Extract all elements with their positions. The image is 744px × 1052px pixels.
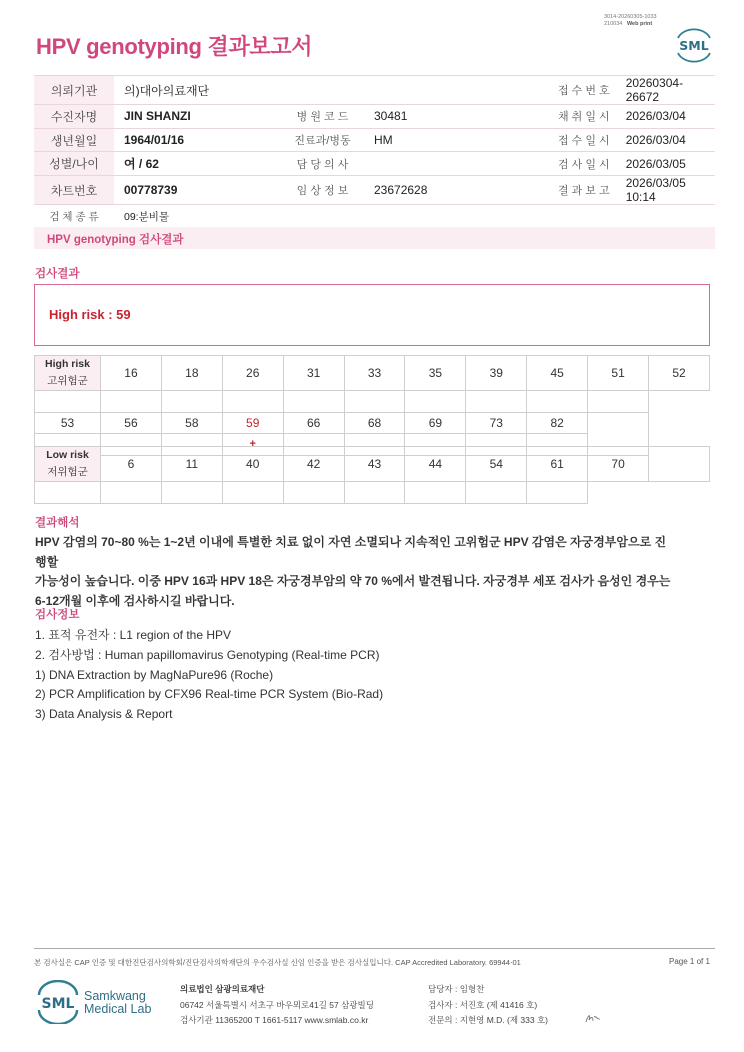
test-info-heading: 검사정보 [35,609,80,621]
report-datetime: 2026/03/05 10:14 [616,176,715,205]
genotype-cell: 61 [527,447,588,482]
info-label: 의뢰기관 [34,76,114,105]
patient-info-table [34,75,715,229]
genotype-cell: 66 [283,412,344,434]
footer-logo-text: SML [41,996,75,1012]
genotype-cell: 73 [466,412,527,434]
footer-divider [34,948,715,949]
info-label: 결 과 보 고 [564,176,616,205]
result-cell [344,391,405,413]
result-cell [466,391,527,413]
receipt-number: 20260304-26672 [616,76,715,105]
certification-note: 본 검사실은 CAP 인증 및 대한진단검사의학회/진단검사의학재단의 우수검사실 신임 인증을 받은 검사실입니다. CAP Accredited Laboratory. 69944-01 [34,958,521,967]
sml-footer-logo-icon [36,980,80,1024]
result-cell [161,482,222,504]
result-cell [35,391,101,413]
genotype-cell: 33 [344,356,405,391]
footer-brand: Samkwang Medical Lab [84,989,152,1016]
genotype-cell: 58 [161,412,222,434]
info-label: 담 당 의 사 [281,152,364,176]
genotype-cell: 31 [283,356,344,391]
info-row [34,128,715,152]
info-label: 성별/나이 [34,152,114,176]
low-risk-grid [34,446,710,504]
result-cell [222,391,283,413]
info-row [34,152,715,176]
genotype-cell: 68 [344,412,405,434]
genotype-cell: 39 [466,356,527,391]
genotype-cell: 26 [222,356,283,391]
genotype-cell: 18 [161,356,222,391]
positive-mark: + [222,434,283,456]
specimen-type: 09:분비물 [114,205,715,229]
empty-cell [649,447,710,482]
info-label: 접 수 일 시 [564,128,616,152]
info-row [34,176,715,205]
result-cell [588,391,649,413]
info-label: 채 취 일 시 [564,105,616,129]
info-label: 임 상 정 보 [281,176,364,205]
collection-date: 2026/03/04 [616,105,715,129]
info-label: 병 원 코 드 [281,105,364,129]
result-cell [527,391,588,413]
result-text: High risk : 59 [49,307,131,322]
signature-icon [583,1011,603,1025]
patient-name: JIN SHANZI [114,105,281,129]
genotype-cell: 70 [588,447,649,482]
report-title: HPV genotyping 결과보고서 [36,34,313,59]
genotype-cell: 44 [405,447,466,482]
clinical-info: 23672628 [364,176,494,205]
chart-number: 00778739 [114,176,281,205]
info-row [34,205,715,229]
test-info-line: 2. 검사방법 : Human papillomavirus Genotyping (Real-time PCR) [35,647,380,662]
hospital-code: 30481 [364,105,494,129]
logo-text: SML [679,38,709,53]
test-info-line: 1) DNA Extraction by MagNaPure96 (Roche) [35,667,274,682]
info-label: 수진자명 [34,105,114,129]
info-label: 접 수 번 호 [564,76,616,105]
attending-doctor [364,152,494,176]
genotype-cell: 45 [527,356,588,391]
result-cell [283,482,344,504]
sex-age: 여 / 62 [114,152,281,176]
result-cell [101,482,162,504]
result-heading: 검사결과 [35,268,80,280]
interpretation-heading: 결과해석 [35,517,80,529]
result-cell [101,391,162,413]
result-cell [344,482,405,504]
genotype-cell: 82 [527,412,588,434]
genotype-cell: 52 [649,356,710,391]
receipt-date: 2026/03/04 [616,128,715,152]
info-label: 생년월일 [34,128,114,152]
interpretation-text: HPV 감염의 70~80 %는 1~2년 이내에 특별한 치료 없이 자연 소멸되나 지속적인 고위험군 HPV 감염은 자궁경부암으로 진행할 가능성이 높습니다. 이중 HPV 16과 HPV 18은 자궁경부암의 약 70 %에서 발견됩니다. 자궁경부 세포 검사가 음성인 경우는 6-12개월 이후에 검사하시길 바랍니다. [35,535,671,609]
genotype-cell: 11 [161,447,222,482]
genotype-cell: 35 [405,356,466,391]
genotype-cell: 51 [588,356,649,391]
genotype-cell: 42 [283,447,344,482]
document-code: 3014-20260305-1033 210034 Web print [604,14,657,27]
genotype-cell: 69 [405,412,466,434]
organization-info: 의료법인 삼광의료재단 06742 서울특별시 서초구 바우뫼로41길 57 삼광빌딩 검사기관 11365200 T 1661-5117 www.smlab.co.kr [180,984,374,1025]
genotype-cell: 53 [35,412,101,434]
test-info-line: 3) Data Analysis & Report [35,707,173,722]
page-number: Page 1 of 1 [669,957,710,966]
result-cell [283,391,344,413]
info-row [34,105,715,129]
result-box [34,284,710,346]
requesting-institution: 의)대아의료재단 [114,76,494,105]
staff-info: 담당자 : 임형찬 검사자 : 서진호 (제 41416 호) 전문의 : 지현영 M.D. (제 333 호) [428,984,549,1025]
low-risk-label: Low risk 저위험군 [35,447,101,482]
info-label: 검 사 일 시 [564,152,616,176]
genotype-cell: 6 [101,447,162,482]
info-label: 진료과/병동 [281,128,364,152]
birth-date: 1964/01/16 [114,128,281,152]
result-cell [527,482,588,504]
sml-logo-icon [674,26,714,64]
test-info-list [35,626,383,725]
genotype-cell: 54 [466,447,527,482]
genotype-cell: 56 [101,412,162,434]
department: HM [364,128,494,152]
info-row [34,76,715,105]
genotype-cell: 16 [101,356,162,391]
genotype-cell: 43 [344,447,405,482]
high-risk-grid [34,355,710,456]
result-cell [405,391,466,413]
genotype-cell: 59 [222,412,283,434]
result-cell [405,482,466,504]
info-label: 검 체 종 류 [34,205,114,229]
result-cell [466,482,527,504]
result-cell [35,482,101,504]
info-label: 차트번호 [34,176,114,205]
test-date: 2026/03/05 [616,152,715,176]
test-info-line: 2) PCR Amplification by CFX96 Real-time PCR System (Bio-Rad) [35,687,384,702]
genotype-cell: 40 [222,447,283,482]
high-risk-label: High risk 고위험군 [35,356,101,391]
result-cell [161,391,222,413]
web-print-label: Web print [626,20,653,27]
result-cell [222,482,283,504]
results-section-bar: HPV genotyping 검사결과 [34,227,715,249]
test-info-line: 1. 표적 유전자 : L1 region of the HPV [35,628,232,642]
